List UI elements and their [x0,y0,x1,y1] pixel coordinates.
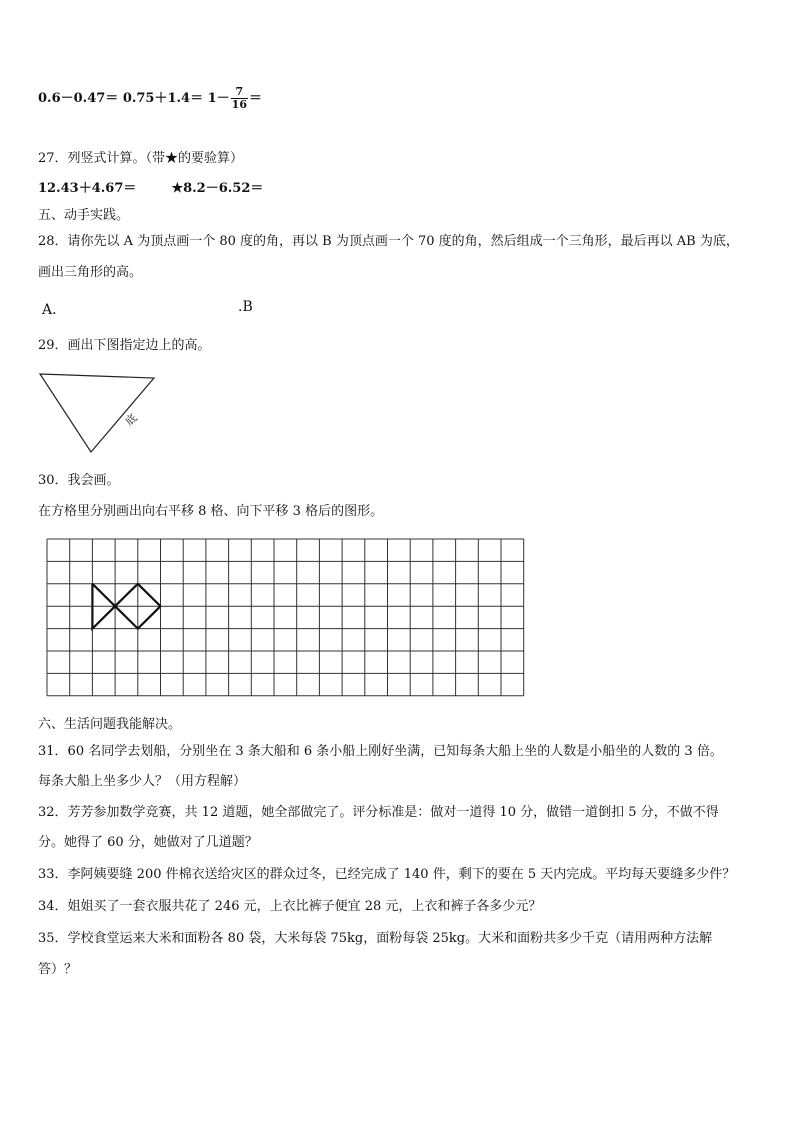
point-b-label: .B [238,299,253,315]
fraction: $\frac{7}{16}$ [231,85,247,111]
q28-line1: 28．请你先以 A 为顶点画一个 80 度的角，再以 B 为顶点画一个 70 度的角，然后组成一个三角形，最后再以 AB 为底， [38,234,739,249]
q34-line1: 34．姐姐买了一套衣服共花了 246 元，上衣比裤子便宜 28 元，上衣和裤子各多少元？ [38,899,542,914]
base-label: 底 [122,411,140,429]
q31-line2: 每条大船上坐多少人？（用方程解） [38,774,247,789]
q27-row [38,177,263,196]
q26-row [38,86,262,111]
q29-title: 29．画出下图指定边上的高。 [38,338,211,353]
q31-line1: 31．60 名同学去划船，分别坐在 3 条大船和 6 条小船上刚好坐满，已知每条大船上坐的人数是小船坐的人数的 3 倍。 [38,744,723,759]
q35-line2: 答）？ [38,962,78,977]
triangle [40,374,154,452]
q26-expr3: 1－ $\frac{7}{16}$ ＝ [207,85,262,111]
triangle-figure [36,366,160,456]
q28-line2: 画出三角形的高。 [38,265,143,280]
q27-expr1: 12.43＋4.67＝ [38,181,137,196]
q27-title: 27．列竖式计算。（带★的要验算） [38,151,244,166]
q26-expr1: 0.6－0.47＝ [38,91,119,106]
q26-expr2: 0.75＋1.4＝ [122,91,204,106]
q33-line1: 33．李阿姨要缝 200 件棉衣送给灾区的群众过冬，已经完成了 140 件，剩下的要在 5 天内完成。平均每天要缝多少件？ [38,867,736,882]
q30-title: 30．我会画。 [38,473,120,488]
section5-title: 五、动手实践。 [38,208,130,223]
square-grid[interactable] [46,538,528,700]
section6-title: 六、生活问题我能解决。 [38,717,182,732]
q32-line1: 32．芳芳参加数学竞赛，共 12 道题，她全部做完了。评分标准是：做对一道得 10 分，做错一道倒扣 5 分，不做不得 [38,805,719,820]
q35-line1: 35．学校食堂运来大米和面粉各 80 袋，大米每袋 75kg，面粉每袋 25kg。大米和面粉共多少千克（请用两种方法解 [38,931,713,946]
point-a-label: A． [42,302,67,318]
q30-instruction: 在方格里分别画出向右平移 8 格、向下平移 3 格后的图形。 [38,504,384,519]
q27-expr2: ★8.2－6.52＝ [171,181,264,196]
q32-line2: 分。她得了 60 分，她做对了几道题？ [38,835,258,850]
